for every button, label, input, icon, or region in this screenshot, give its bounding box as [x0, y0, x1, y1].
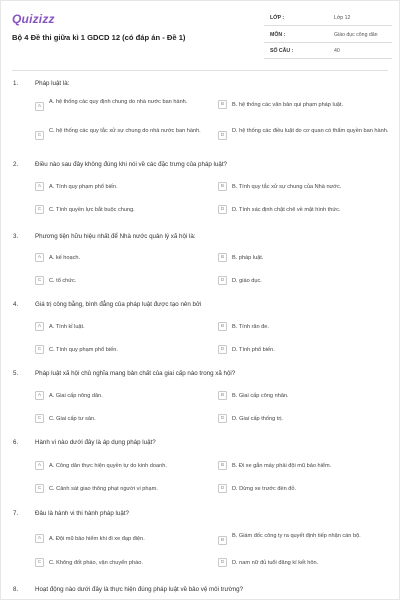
question-number: 8. — [13, 586, 19, 593]
option-text: C. Tính quyền lực bắt buộc chung. — [49, 206, 135, 213]
meta-label-subject: MÔN : — [270, 31, 286, 38]
meta-label-count: SỐ CÂU : — [270, 48, 294, 54]
question-text: Hoạt động nào dưới đây là thực hiện đúng pháp luật về bảo vệ môi trường? — [35, 586, 244, 593]
question-text: Hành vi nào dưới đây là áp dụng pháp luật? — [35, 439, 156, 446]
option-letter-box: D — [218, 131, 227, 140]
question-number: 6. — [13, 439, 19, 446]
option-text: D. Dừng xe trước đèn đỏ. — [232, 485, 297, 492]
option-letter-box: B — [218, 182, 227, 191]
option-letter-box: C — [35, 414, 44, 423]
option-text: B. Tính quy tắc xử sự chung của Nhà nước. — [232, 183, 342, 190]
option-letter-box: A — [35, 253, 44, 262]
option-letter-box: B — [218, 322, 227, 331]
option-letter-box: A — [35, 461, 44, 470]
option-text: D. Giai cấp thống trị. — [232, 415, 283, 422]
option-text: B. Tính răn đe. — [232, 323, 269, 330]
option-text: C. Giai cấp tư sản. — [49, 415, 96, 422]
meta-label-class: LỚP : — [270, 15, 285, 21]
option-text: A. kế hoạch. — [49, 254, 81, 261]
option-text: B. Giám đốc công ty ra quyết định tiếp nhận cán bộ. — [232, 533, 361, 539]
option-text: C. Không đốt pháo, vận chuyển pháo. — [49, 559, 143, 566]
option-text: A. Công dân thực hiện quyền tự do kinh doanh. — [49, 462, 167, 469]
option-text: D. Tính phổ biến. — [232, 346, 275, 353]
option-text: C. Cảnh sát giao thông phạt người vi phạm. — [49, 485, 158, 492]
header-divider — [12, 70, 388, 71]
question-number: 1. — [13, 80, 19, 87]
option-text: D. Tính xác định chặt chẽ về mặt hình thức. — [232, 206, 341, 213]
option-letter-box: D — [218, 558, 227, 567]
option-letter-box: D — [218, 276, 227, 285]
question-number: 4. — [13, 301, 19, 308]
option-text: C. Tính quy phạm phổ biến. — [49, 346, 118, 353]
question-number: 2. — [13, 161, 19, 168]
question-number: 7. — [13, 510, 19, 517]
option-letter-box: D — [218, 484, 227, 493]
option-letter-box: D — [218, 205, 227, 214]
option-letter-box: A — [35, 182, 44, 191]
option-text: A. Tính kỉ luật. — [49, 323, 85, 330]
option-letter-box: B — [218, 391, 227, 400]
option-text: D. giáo dục. — [232, 277, 262, 284]
option-letter-box: C — [35, 558, 44, 567]
option-text: A. Giai cấp nông dân. — [49, 392, 103, 399]
question-text: Giá trị công bằng, bình đẳng của pháp luật được tạo nên bởi — [35, 301, 202, 308]
question-number: 3. — [13, 233, 19, 240]
option-letter-box: C — [35, 205, 44, 214]
question-text: Điều nào sau đây không đúng khi nói về các đặc trưng của pháp luật? — [35, 161, 227, 168]
question-text: Đâu là hành vi thi hành pháp luật? — [35, 510, 129, 517]
option-letter-box: C — [35, 345, 44, 354]
option-letter-box: C — [35, 276, 44, 285]
question-text: Pháp luật là: — [35, 80, 70, 87]
option-letter-box: B — [218, 461, 227, 470]
option-text: B. Đi xe gắn máy phải đội mũ bảo hiểm. — [232, 462, 332, 469]
meta-row-subject — [264, 29, 392, 43]
option-text: A. hệ thống các quy định chung do nhà nước ban hành. — [49, 99, 188, 105]
option-letter-box: A — [35, 534, 44, 543]
option-text: B. hệ thống các văn bản qui phạm pháp luật. — [232, 101, 344, 108]
option-letter-box: D — [218, 345, 227, 354]
option-letter-box: C — [35, 131, 44, 140]
meta-value-subject: Giáo dục công dân — [334, 31, 378, 38]
option-letter-box: B — [218, 100, 227, 109]
option-text: D. nam nữ đủ tuổi đăng kí kết hôn. — [232, 559, 319, 566]
meta-value-count: 40 — [334, 48, 340, 54]
option-letter-box: A — [35, 322, 44, 331]
worksheet-title: Bộ 4 Đề thi giữa kì 1 GDCD 12 (có đáp án - Đề 1) — [12, 33, 186, 42]
option-letter-box: B — [218, 253, 227, 262]
worksheet-header — [0, 0, 400, 74]
option-text: B. Giai cấp công nhân. — [232, 392, 289, 399]
option-letter-box: A — [35, 391, 44, 400]
option-letter-box: B — [218, 536, 227, 545]
meta-row-class — [264, 12, 392, 26]
option-letter-box: A — [35, 102, 44, 111]
option-text: A. Đội mũ bảo hiểm khi đi xe đạp điện. — [49, 535, 145, 542]
quizizz-logo: Quizizz — [12, 12, 55, 26]
option-text: A. Tính quy phạm phổ biến. — [49, 183, 118, 190]
meta-value-class: Lớp 12 — [334, 15, 351, 21]
question-number: 5. — [13, 370, 19, 377]
option-text: D. hệ thống các điều luật do cơ quan có thẩm quyền ban hành. — [232, 128, 389, 134]
worksheet-meta — [264, 12, 392, 62]
option-letter-box: D — [218, 414, 227, 423]
option-text: C. tổ chức. — [49, 277, 77, 284]
option-text: B. pháp luật. — [232, 254, 264, 261]
option-letter-box: C — [35, 484, 44, 493]
meta-row-count — [264, 45, 392, 59]
question-text: Pháp luật xã hội chủ nghĩa mang bản chất của giai cấp nào trong xã hội? — [35, 370, 236, 377]
option-text: C. hệ thống các quy tắc xử sự chung do nhà nước ban hành. — [49, 128, 201, 134]
question-text: Phương tiện hữu hiệu nhất để Nhà nước quản lý xã hội là: — [35, 233, 196, 240]
